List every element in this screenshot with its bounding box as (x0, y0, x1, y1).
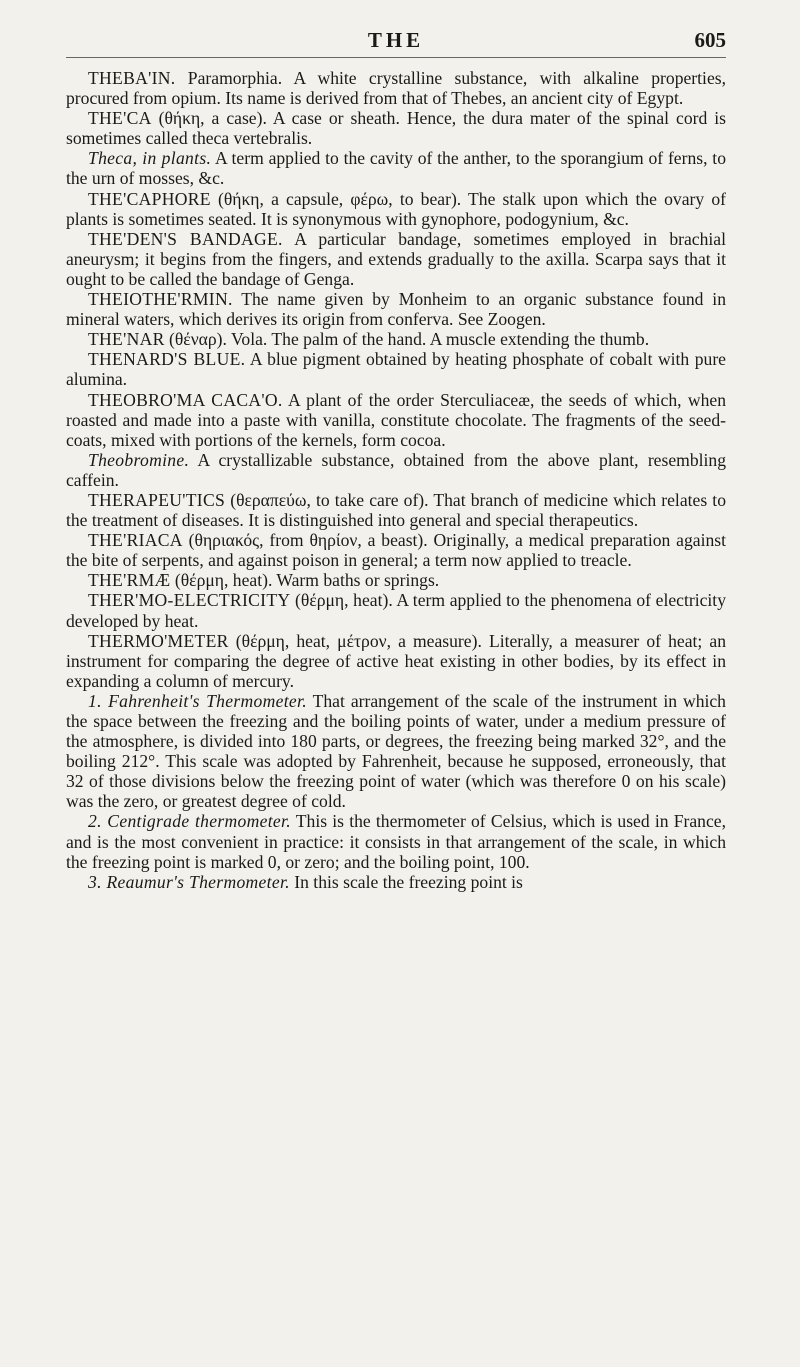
entry-text: (θήκη, a capsule, φέρω, to bear). The stalk upon which the ovary of plants is sometimes seated. It is synonymous with gynophore, podogynium, &c. (66, 188, 726, 229)
entry-head: THEOBRO'MA CACA'O. (88, 389, 283, 410)
entry-text: (θέρμη, heat, μέτρον, a measure). Literally, a measurer of heat; an instrument for comparing the degree of active heat existing in other bodies, by its effect in expanding a column of mercury. (66, 630, 726, 691)
entry-theriaca (66, 530, 726, 570)
page-number: 605 (694, 28, 726, 52)
entry-text: A term applied to the cavity of the anther, to the sporangium of ferns, to the urn of mosses, &c. (66, 148, 726, 189)
entry-therapeutics (66, 490, 726, 530)
entry-head: THE'CAPHORE (88, 188, 211, 209)
entry-head: THENARD'S BLUE. (88, 349, 246, 370)
entry-head: 2. Centigrade thermometer. (88, 811, 291, 832)
entry-thermometer (66, 631, 726, 691)
entry-head: THE'NAR (88, 329, 165, 350)
entry-theca (66, 108, 726, 148)
entry-text: In this scale the freezing point is (289, 871, 523, 892)
header-rule (66, 57, 726, 58)
entry-text: (θεραπεύω, to take care of). That branch of medicine which relates to the treatment of diseases. It is distinguished into general and special therapeutics. (66, 489, 726, 531)
entry-centigrade (66, 811, 726, 871)
entries-column (66, 68, 726, 892)
entry-head: THE'RMÆ (88, 570, 171, 591)
entry-head: THE'DEN'S BANDAGE. (88, 228, 283, 249)
entry-thedens-bandage (66, 229, 726, 289)
entry-text: (θήκη, a case). A case or sheath. Hence, the dura mater of the spinal cord is sometimes called theca vertebralis. (66, 108, 726, 149)
entry-head: THE'RIACA (88, 530, 183, 551)
entry-text: (θέρμη, heat). Warm baths or springs. (170, 570, 440, 591)
entry-theobroma-cacao (66, 390, 726, 450)
entry-thebain (66, 68, 726, 108)
entry-text: A blue pigment obtained by heating phosphate of cobalt with pure alumina. (66, 349, 726, 390)
entry-theiothermin (66, 289, 726, 329)
entry-thenar (66, 329, 726, 349)
entry-text: A crystallizable substance, obtained from the above plant, resembling caffein. (66, 449, 726, 490)
entry-theobromine (66, 450, 726, 490)
entry-text: Paramorphia. A white crystalline substance, with alkaline properties, procured from opium. Its name is derived from that of Thebes, an ancient city of Egypt. (66, 68, 726, 109)
entry-head: 3. Reaumur's Thermometer. (88, 871, 290, 892)
entry-text: A particular bandage, sometimes employed in brachial aneurysm; it begins from the fingers, and extends gradually to the axilla. Scarpa says that it ought to be called the bandage of Genga. (66, 228, 726, 289)
entry-text: (θηριακός, from θηρίον, a beast). Originally, a medical preparation against the bite of serpents, and against poison in general; a term now applied to treacle. (66, 530, 726, 571)
entry-head: THERMO'METER (88, 630, 229, 651)
entry-thecaphore (66, 189, 726, 229)
entry-reaumur (66, 872, 726, 892)
entry-thermo-electricity (66, 590, 726, 630)
entry-text: A plant of the order Sterculiaceæ, the seeds of which, when roasted and made into a paste with vanilla, constitute chocolate. The fragments of the seed-coats, mixed with portions of the kernels, form cocoa. (66, 389, 727, 450)
entry-head: Theca, in plants. (88, 148, 212, 169)
entry-text: The name given by Monheim to an organic substance found in mineral waters, which derives its origin from conferva. See Zoogen. (66, 289, 726, 330)
entry-fahrenheit (66, 691, 726, 812)
entry-head: Theobromine. (88, 449, 190, 470)
entry-theca-in-plants (66, 148, 726, 188)
entry-text: (θέρμη, heat). A term applied to the phenomena of electricity developed by heat. (66, 590, 726, 631)
entry-head: THEBA'IN. (88, 68, 176, 88)
entry-thenards-blue (66, 349, 726, 389)
entry-head: 1. Fahrenheit's Thermometer. (88, 690, 307, 711)
entry-head: THE'CA (88, 108, 152, 129)
entry-head: THERAPEU'TICS (88, 489, 226, 510)
entry-text: (θέναρ). Vola. The palm of the hand. A muscle extending the thumb. (164, 329, 650, 350)
running-header (66, 22, 726, 62)
dictionary-page (0, 22, 800, 1367)
entry-head: THER'MO-ELECTRICITY (88, 590, 291, 611)
entry-text: That arrangement of the scale of the instrument in which the space between the freezing and the boiling points of water, under a medium pressure of the atmosphere, is divided into 180 parts, or degrees, the freezing being marked 32°, and the boiling 212°. This scale was adopted by Fahrenheit, because he supposed, erroneously, that 32 of those divisions below the freezing point of water (which was therefore 0 on his scale) was the zero, or greatest degree of cold. (66, 690, 726, 812)
entry-text: This is the thermometer of Celsius, which is used in France, and is the most convenient in practice: it consists in that arrangement of the scale, in which the freezing point is marked 0, or zero; and the boiling point, 100. (66, 811, 726, 872)
entry-thermae (66, 570, 726, 590)
entry-head: THEIOTHE'RMIN. (88, 289, 233, 310)
running-title: THE (367, 28, 425, 52)
